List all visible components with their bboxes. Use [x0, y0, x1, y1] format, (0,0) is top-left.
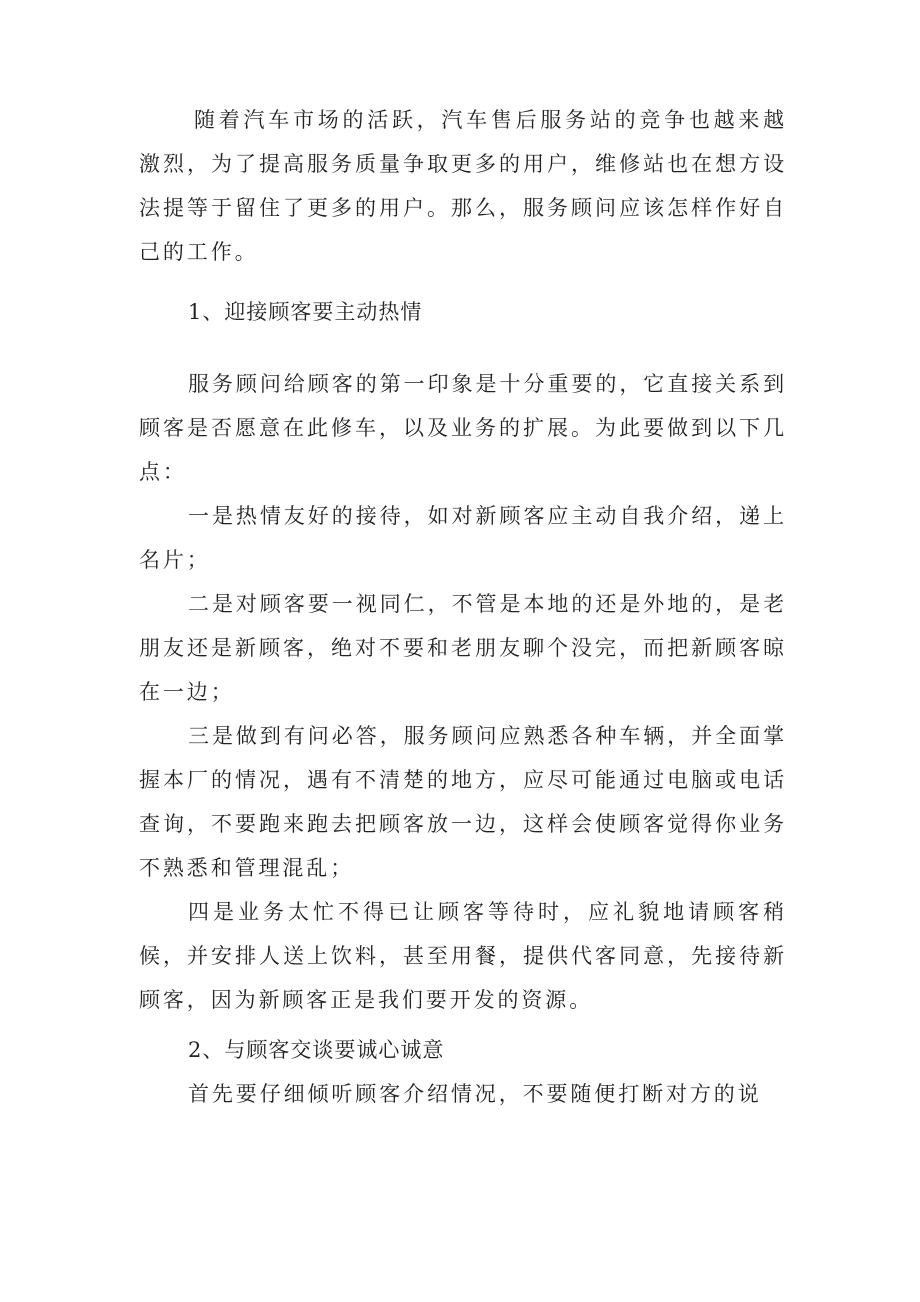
section-1-heading: 1、迎接顾客要主动热情	[188, 300, 423, 324]
document-body	[139, 98, 787, 1116]
section-2-paragraph: 首先要仔细倾听顾客介绍情况，不要随便打断对方的说	[188, 1082, 762, 1106]
section-2-heading: 2、与顾客交谈要诚心诚意	[188, 1038, 445, 1062]
section-1-point-2: 二是对顾客要一视同仁，不管是本地的还是外地的，是老朋友还是新顾客，绝对不要和老朋友聊个没完，而把新顾客晾在一边；	[139, 592, 787, 704]
section-1-lead-paragraph: 服务顾问给顾客的第一印象是十分重要的，它直接关系到顾客是否愿意在此修车，以及业务的扩展。为此要做到以下几点：	[139, 372, 787, 484]
section-1-point-3: 三是做到有问必答，服务顾问应熟悉各种车辆，并全面掌握本厂的情况，遇有不清楚的地方，应尽可能通过电脑或电话查询，不要跑来跑去把顾客放一边，这样会使顾客觉得你业务不熟悉和管理混乱；	[139, 724, 787, 880]
section-1-point-1: 一是热情友好的接待，如对新顾客应主动自我介绍，递上名片；	[139, 504, 787, 572]
section-1-point-4: 四是业务太忙不得已让顾客等待时，应礼貌地请顾客稍候，并安排人送上饮料，甚至用餐，提供代客同意，先接待新顾客，因为新顾客正是我们要开发的资源。	[139, 900, 787, 1012]
intro-paragraph: 随着汽车市场的活跃，汽车售后服务站的竞争也越来越激烈，为了提高服务质量争取更多的用户，维修站也在想方设法提等于留住了更多的用户。那么，服务顾问应该怎样作好自己的工作。	[139, 108, 787, 264]
